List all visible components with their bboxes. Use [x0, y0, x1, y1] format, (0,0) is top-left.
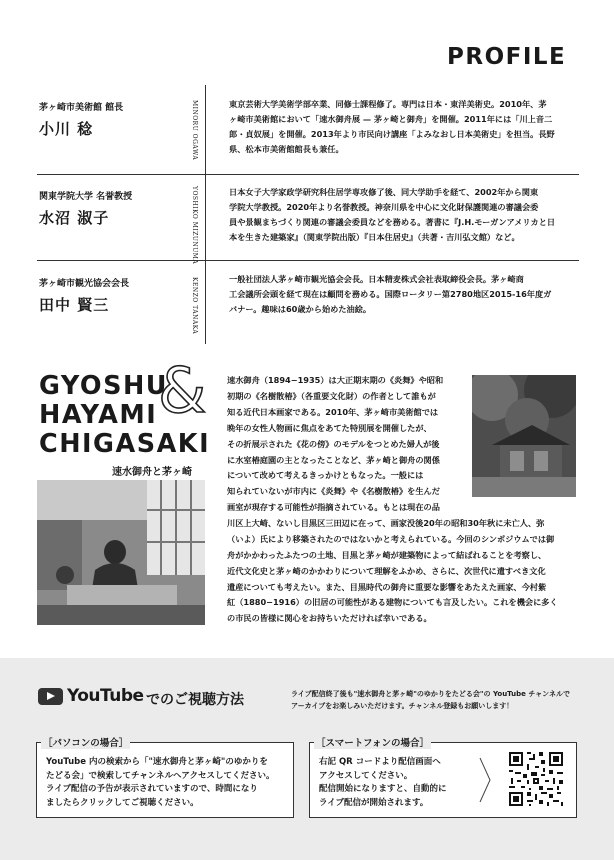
profile-bio	[229, 97, 579, 157]
pc-box-title: ［パソコンの場合］	[41, 735, 130, 749]
bio-line: 郎・貞奴展」を開催。2013年より市民向け講座「よみなおし日本美術史」を担当。長野	[229, 129, 555, 139]
bio-line: バナー。趣味は60歳から始めた油絵。	[229, 304, 372, 314]
archive-note	[291, 688, 581, 712]
divider	[37, 260, 579, 261]
instruction-line: アクセスしてください。	[319, 770, 413, 781]
viewing-method-heading: でのご視聴方法	[146, 692, 244, 708]
house-photo	[472, 375, 576, 497]
bio-line: 学院大学教授。2020年より名誉教授。神奈川県を中心に文化財保護関連の審議会委	[229, 202, 539, 212]
body-line: 初期の《名樹散椿》（各重要文化財）の作者として誰もが	[227, 390, 436, 401]
profile-bio	[229, 272, 579, 317]
page-title: PROFILE	[447, 44, 567, 70]
qr-code[interactable]	[507, 750, 565, 808]
profile-affiliation: 関東学院大学 名誉教授	[39, 192, 133, 202]
profile-roman-name: KENZO TANAKA	[191, 277, 198, 335]
body-line: 近代文化史と茅ヶ崎のかかわりについて理解をふかめ、さらに、次世代に遺すべき文化	[227, 565, 546, 576]
bio-line: 東京芸術大学美術学部卒業、同修士課程修了。専門は日本・東洋美術史。2010年、茅	[229, 99, 547, 109]
profile-roman-name: MINORU OGAWA	[191, 100, 198, 161]
instruction-line: ライブ配信の予告が表示されていますので、時間になり	[46, 784, 258, 794]
body-line: について改めて考えるきっかけともなった。一般には	[227, 470, 424, 481]
body-line: 知る近代日本画家である。2010年、茅ヶ崎市美術館では	[227, 406, 439, 417]
profile-name: 小川 稔	[39, 120, 94, 138]
bio-line: ヶ崎市美術館において「速水御舟展 — 茅ヶ崎と御舟」を開催。2011年には「川上音二	[229, 114, 553, 124]
instruction-line: YouTube 内の検索から「"速水御舟と茅ヶ崎"のゆかりを	[46, 757, 268, 767]
note-line: アーカイブをお楽しみいただけます。チャンネル登録もお願いします！	[291, 702, 514, 710]
title-line: GYOSHU	[39, 371, 169, 401]
title-line: CHIGASAKI	[39, 429, 211, 459]
body-line: 晩年の女性人物画に焦点をあてた特別展を開催したが、	[227, 422, 432, 433]
section-subtitle: 速水御舟と茅ヶ崎	[112, 467, 192, 478]
bio-line: 県、松本市美術館館長も兼任。	[229, 144, 344, 154]
body-line: 画室が現存する可能性が指摘されている。もとは現在の品	[227, 502, 440, 512]
pc-instructions	[46, 756, 274, 810]
smartphone-instructions	[319, 756, 447, 810]
body-line: （いよ）氏により移築されたのではないかと考えられている。今回のシンポジウムでは御	[227, 533, 555, 544]
body-line: その折展示された《花の傍》のモデルをつとめた婦人が後	[227, 438, 440, 449]
profile-roman-name: YOSHIKO MIZUNUMA	[191, 186, 198, 265]
profile-bio	[229, 185, 579, 245]
body-line: 紅（1880−1916）の旧居の可能性がある建物についても言及したい。これを機会に多く	[227, 597, 558, 608]
bio-line: 日本女子大学家政学研究科住居学専攻修了後、同大学助手を経て、2002年から関東	[229, 187, 539, 197]
artist-photo	[37, 480, 205, 625]
section-title	[39, 372, 210, 459]
section-body	[227, 373, 467, 500]
body-line: 川区上大崎、ないし目黒区三田辺に在って、画家没後20年の昭和30年秋に未亡人、弥	[227, 517, 545, 528]
instruction-line: ライブ配信が開始されます。	[319, 797, 429, 808]
body-line: 速水御舟（1894−1935）は大正期末期の《炎舞》や昭和	[227, 375, 444, 385]
instruction-line: たどる会」で検索してチャンネルへアクセスしてください。	[46, 770, 275, 781]
youtube-logo	[38, 686, 144, 706]
instruction-line: 配信開始になりますと、自動的に	[319, 784, 447, 794]
body-line: 遺産についても考えたい。また、目黒時代の御舟に重要な影響をあたえた画家、今村紫	[227, 581, 547, 592]
body-line: の市民の皆様に関心をお持ちいただければ幸いである。	[227, 613, 432, 624]
note-line: ライブ配信終了後も"速水御舟と茅ヶ崎"のゆかりをたどる会"の YouTube チャンネルで	[291, 690, 570, 698]
profile-affiliation: 茅ヶ崎市美術館 館長	[39, 103, 124, 113]
profile-affiliation: 茅ヶ崎市観光協会会長	[39, 279, 130, 289]
bio-line: 工会議所会頭を経て現在は顧問を務める。国際ロータリー第2780地区2015-16年度ガ	[229, 289, 552, 299]
chevron-right-icon	[478, 756, 492, 804]
ampersand-mark: &	[158, 354, 207, 427]
body-line: に水室椿庭園の主となったことなど、茅ヶ崎と御舟の関係	[227, 454, 440, 465]
divider	[37, 174, 579, 175]
title-line: HAYAMI	[39, 400, 158, 430]
profile-name: 田中 賢三	[39, 296, 110, 314]
profile-name: 水沼 淑子	[39, 209, 110, 227]
bio-line: 一般社団法人茅ヶ崎市観光協会会長。日本精麦株式会社表取締役会長。茅ヶ崎商	[229, 274, 524, 284]
body-line: 舟がかかわったふたつの土地、目黒と茅ヶ崎が建築物によって結ばれることを考察し、	[227, 549, 547, 560]
youtube-wordmark: YouTube	[67, 686, 144, 706]
vertical-divider	[205, 85, 206, 344]
smartphone-box-title: ［スマートフォンの場合］	[314, 735, 431, 749]
instruction-line: ましたらクリックしてご視聴ください。	[46, 797, 199, 808]
bio-line: 員や景観まちづくり関連の審議会委員などを務める。著書に『J.H.モーガンアメリカと日	[229, 217, 556, 227]
instruction-line: 右記 QR コードより配信画面へ	[319, 757, 441, 767]
bio-line: 本を生きた建築家』（関東学院出版）『日本住居史』（共著・吉川弘文館）など。	[229, 232, 520, 242]
section-body-continued	[227, 500, 579, 627]
body-line: 知られていないが市内に《炎舞》や《名樹散椿》を生んだ	[227, 486, 440, 497]
youtube-play-icon	[38, 688, 63, 705]
